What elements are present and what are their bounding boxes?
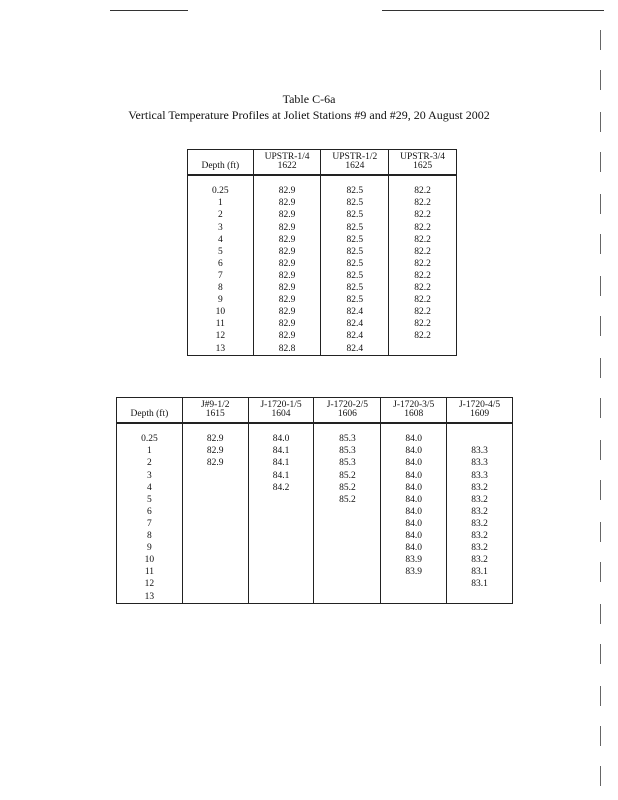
temperature-cell: 82.2 [389, 198, 457, 210]
binder-mark [600, 604, 606, 624]
depth-cell: 0.25 [188, 186, 254, 198]
temperature-cell [182, 567, 248, 579]
temperature-cell: 82.2 [389, 234, 457, 246]
depth-cell: 8 [188, 283, 254, 295]
temperature-cell: 82.9 [182, 434, 248, 446]
table-row [117, 531, 513, 543]
temperature-cell: 84.0 [248, 434, 314, 446]
temperature-cell: 82.5 [321, 271, 389, 283]
temperature-cell: 83.2 [447, 507, 513, 519]
temperature-cell [182, 543, 248, 555]
table-row [117, 579, 513, 591]
binder-mark [600, 234, 606, 254]
depth-cell: 0.25 [117, 434, 183, 446]
temperature-cell: 83.2 [447, 555, 513, 567]
depth-cell: 10 [188, 307, 254, 319]
temperature-cell: 82.2 [389, 295, 457, 307]
table-row [117, 494, 513, 506]
column-header-id: 1615 [182, 410, 248, 423]
depth-cell: 7 [117, 519, 183, 531]
temperature-cell: 82.5 [321, 210, 389, 222]
column-header-name: J-1720-3/5 [381, 398, 447, 411]
temperature-cell: 85.3 [314, 458, 381, 470]
depth-cell: 4 [188, 234, 254, 246]
depth-cell: 11 [188, 319, 254, 331]
temperature-cell [248, 567, 314, 579]
temperature-cell: 82.5 [321, 234, 389, 246]
table-row [188, 307, 457, 319]
temperature-cell: 84.0 [381, 519, 447, 531]
table-row [117, 470, 513, 482]
depth-cell: 10 [117, 555, 183, 567]
table-row [188, 295, 457, 307]
binder-mark [600, 440, 606, 460]
binder-mark [600, 276, 606, 296]
temperature-cell: 82.2 [389, 319, 457, 331]
temperature-cell [381, 579, 447, 591]
temperature-cell: 82.9 [253, 271, 321, 283]
depth-cell: 12 [117, 579, 183, 591]
temperature-cell: 82.4 [321, 319, 389, 331]
depth-cell: 11 [117, 567, 183, 579]
temperature-cell [314, 591, 381, 604]
temperature-cell [248, 494, 314, 506]
table-body [188, 175, 457, 356]
temperature-cell: 82.2 [389, 307, 457, 319]
temperature-cell: 84.2 [248, 482, 314, 494]
temperature-cell: 83.9 [381, 567, 447, 579]
column-header-id: 1622 [253, 162, 321, 175]
depth-cell: 1 [117, 446, 183, 458]
column-header-name: J-1720-4/5 [447, 398, 513, 411]
binder-mark [600, 726, 606, 746]
temperature-cell [182, 579, 248, 591]
temperature-cell: 84.0 [381, 494, 447, 506]
column-header-name: J#9-1/2 [182, 398, 248, 411]
table-row [188, 331, 457, 343]
table-row [188, 283, 457, 295]
temperature-cell: 84.0 [381, 531, 447, 543]
temperature-cell: 82.2 [389, 210, 457, 222]
temperature-cell: 83.2 [447, 519, 513, 531]
table-row [117, 543, 513, 555]
temperature-cell: 85.2 [314, 482, 381, 494]
temperature-cell: 82.2 [389, 222, 457, 234]
temperature-cell [314, 543, 381, 555]
temperature-cell [182, 470, 248, 482]
depth-cell: 5 [188, 246, 254, 258]
table-row [117, 519, 513, 531]
temperature-cell: 83.2 [447, 482, 513, 494]
binder-mark [600, 522, 606, 542]
temperature-cell: 82.9 [253, 186, 321, 198]
temperature-cell: 83.3 [447, 458, 513, 470]
temperature-table-upstream [187, 149, 457, 356]
binder-mark [600, 686, 606, 706]
depth-cell: 7 [188, 271, 254, 283]
binder-mark [600, 194, 606, 214]
temperature-cell [182, 494, 248, 506]
temperature-cell: 82.2 [389, 283, 457, 295]
temperature-cell [314, 519, 381, 531]
temperature-cell: 82.9 [253, 319, 321, 331]
temperature-cell: 82.9 [253, 246, 321, 258]
temperature-cell: 82.9 [253, 283, 321, 295]
temperature-cell: 82.9 [182, 446, 248, 458]
header-spacer-row [188, 175, 457, 186]
depth-cell: 6 [188, 259, 254, 271]
temperature-cell: 84.0 [381, 446, 447, 458]
temperature-cell: 83.1 [447, 567, 513, 579]
column-header-name: UPSTR-3/4 [389, 150, 457, 163]
temperature-cell: 82.2 [389, 331, 457, 343]
temperature-cell: 82.5 [321, 198, 389, 210]
binder-mark [600, 480, 606, 500]
table-row [188, 246, 457, 258]
temperature-cell: 82.5 [321, 246, 389, 258]
temperature-cell: 83.3 [447, 470, 513, 482]
temperature-cell: 84.1 [248, 446, 314, 458]
temperature-cell: 82.9 [253, 222, 321, 234]
temperature-cell [182, 591, 248, 604]
temperature-cell: 82.9 [182, 458, 248, 470]
temperature-cell [248, 591, 314, 604]
binder-mark [600, 152, 606, 172]
binder-mark [600, 30, 606, 50]
table-row [188, 319, 457, 331]
temperature-cell [182, 507, 248, 519]
depth-cell: 1 [188, 198, 254, 210]
table-row [117, 458, 513, 470]
table-row [188, 234, 457, 246]
temperature-cell: 84.1 [248, 458, 314, 470]
temperature-cell: 82.5 [321, 295, 389, 307]
temperature-cell: 82.2 [389, 259, 457, 271]
temperature-cell: 84.1 [248, 470, 314, 482]
temperature-cell [248, 543, 314, 555]
depth-cell: 6 [117, 507, 183, 519]
temperature-cell: 83.3 [447, 446, 513, 458]
temperature-cell: 82.5 [321, 259, 389, 271]
binder-mark [600, 766, 606, 786]
temperature-cell [314, 555, 381, 567]
depth-cell: 13 [117, 591, 183, 604]
temperature-cell [182, 555, 248, 567]
depth-cell: 9 [117, 543, 183, 555]
temperature-cell: 84.0 [381, 434, 447, 446]
temperature-cell: 82.9 [253, 234, 321, 246]
table-row [188, 186, 457, 198]
column-header-id: 1625 [389, 162, 457, 175]
top-rule-left [110, 10, 188, 11]
binder-mark [600, 562, 606, 582]
temperature-cell: 82.9 [253, 259, 321, 271]
binder-mark [600, 398, 606, 418]
table-row [188, 210, 457, 222]
temperature-cell: 82.9 [253, 295, 321, 307]
depth-cell: 8 [117, 531, 183, 543]
temperature-cell: 82.2 [389, 186, 457, 198]
column-header-name: J-1720-1/5 [248, 398, 314, 411]
temperature-cell: 84.0 [381, 543, 447, 555]
temperature-cell: 83.2 [447, 531, 513, 543]
depth-cell: 12 [188, 331, 254, 343]
temperature-table-joliet [116, 397, 513, 604]
temperature-cell: 84.0 [381, 507, 447, 519]
column-header-id: 1624 [321, 162, 389, 175]
depth-column-header: Depth (ft) [188, 162, 254, 175]
binder-mark [600, 644, 606, 664]
column-header-name: J-1720-2/5 [314, 398, 381, 411]
temperature-cell: 82.2 [389, 271, 457, 283]
temperature-cell [314, 507, 381, 519]
temperature-cell: 83.2 [447, 543, 513, 555]
column-header-id: 1606 [314, 410, 381, 423]
temperature-cell: 82.9 [253, 210, 321, 222]
temperature-cell [447, 434, 513, 446]
temperature-cell: 85.2 [314, 470, 381, 482]
temperature-cell: 83.9 [381, 555, 447, 567]
temperature-cell: 83.2 [447, 494, 513, 506]
temperature-cell [248, 579, 314, 591]
temperature-cell: 82.4 [321, 343, 389, 356]
temperature-cell: 82.5 [321, 186, 389, 198]
temperature-cell [447, 591, 513, 604]
depth-cell: 5 [117, 494, 183, 506]
temperature-cell: 82.9 [253, 307, 321, 319]
temperature-cell [248, 507, 314, 519]
temperature-cell [314, 567, 381, 579]
temperature-cell [381, 591, 447, 604]
temperature-cell: 82.8 [253, 343, 321, 356]
temperature-cell [314, 531, 381, 543]
table-row [117, 507, 513, 519]
temperature-cell [182, 519, 248, 531]
temperature-cell [248, 531, 314, 543]
temperature-cell: 82.9 [253, 331, 321, 343]
table-body [117, 423, 513, 604]
column-header-name: UPSTR-1/2 [321, 150, 389, 163]
binder-mark [600, 70, 606, 90]
depth-column-header: Depth (ft) [117, 410, 183, 423]
depth-cell: 9 [188, 295, 254, 307]
table-subtitle: Vertical Temperature Profiles at Joliet Stations #9 and #29, 20 August 2002 [128, 108, 490, 122]
column-header-id: 1608 [381, 410, 447, 423]
table-row [117, 591, 513, 604]
binder-mark [600, 358, 606, 378]
column-header-name: UPSTR-1/4 [253, 150, 321, 163]
table-row [188, 271, 457, 283]
depth-cell: 3 [188, 222, 254, 234]
temperature-cell [389, 343, 457, 356]
table-title: Table C-6a [282, 92, 336, 106]
temperature-cell [182, 482, 248, 494]
binder-mark [600, 316, 606, 336]
column-header-id: 1609 [447, 410, 513, 423]
depth-cell: 2 [188, 210, 254, 222]
temperature-cell: 84.0 [381, 482, 447, 494]
temperature-cell: 85.2 [314, 494, 381, 506]
table-row [188, 343, 457, 356]
temperature-cell [182, 531, 248, 543]
temperature-cell: 82.4 [321, 307, 389, 319]
table-row [117, 446, 513, 458]
table-row [117, 567, 513, 579]
temperature-cell: 82.9 [253, 198, 321, 210]
top-rule-right [382, 10, 604, 11]
temperature-cell [248, 519, 314, 531]
temperature-cell: 82.5 [321, 222, 389, 234]
depth-cell: 3 [117, 470, 183, 482]
depth-cell: 13 [188, 343, 254, 356]
temperature-cell: 82.5 [321, 283, 389, 295]
temperature-cell: 82.4 [321, 331, 389, 343]
depth-cell: 2 [117, 458, 183, 470]
temperature-cell: 82.2 [389, 246, 457, 258]
table-row [188, 198, 457, 210]
depth-cell: 4 [117, 482, 183, 494]
header-spacer-row [117, 423, 513, 434]
table-row [117, 555, 513, 567]
column-header-id: 1604 [248, 410, 314, 423]
temperature-cell: 85.3 [314, 434, 381, 446]
temperature-cell [314, 579, 381, 591]
temperature-cell: 84.0 [381, 470, 447, 482]
table-row [117, 482, 513, 494]
table-row [188, 222, 457, 234]
temperature-cell [248, 555, 314, 567]
table-row [117, 434, 513, 446]
temperature-cell: 85.3 [314, 446, 381, 458]
temperature-cell: 83.1 [447, 579, 513, 591]
temperature-cell: 84.0 [381, 458, 447, 470]
table-row [188, 259, 457, 271]
